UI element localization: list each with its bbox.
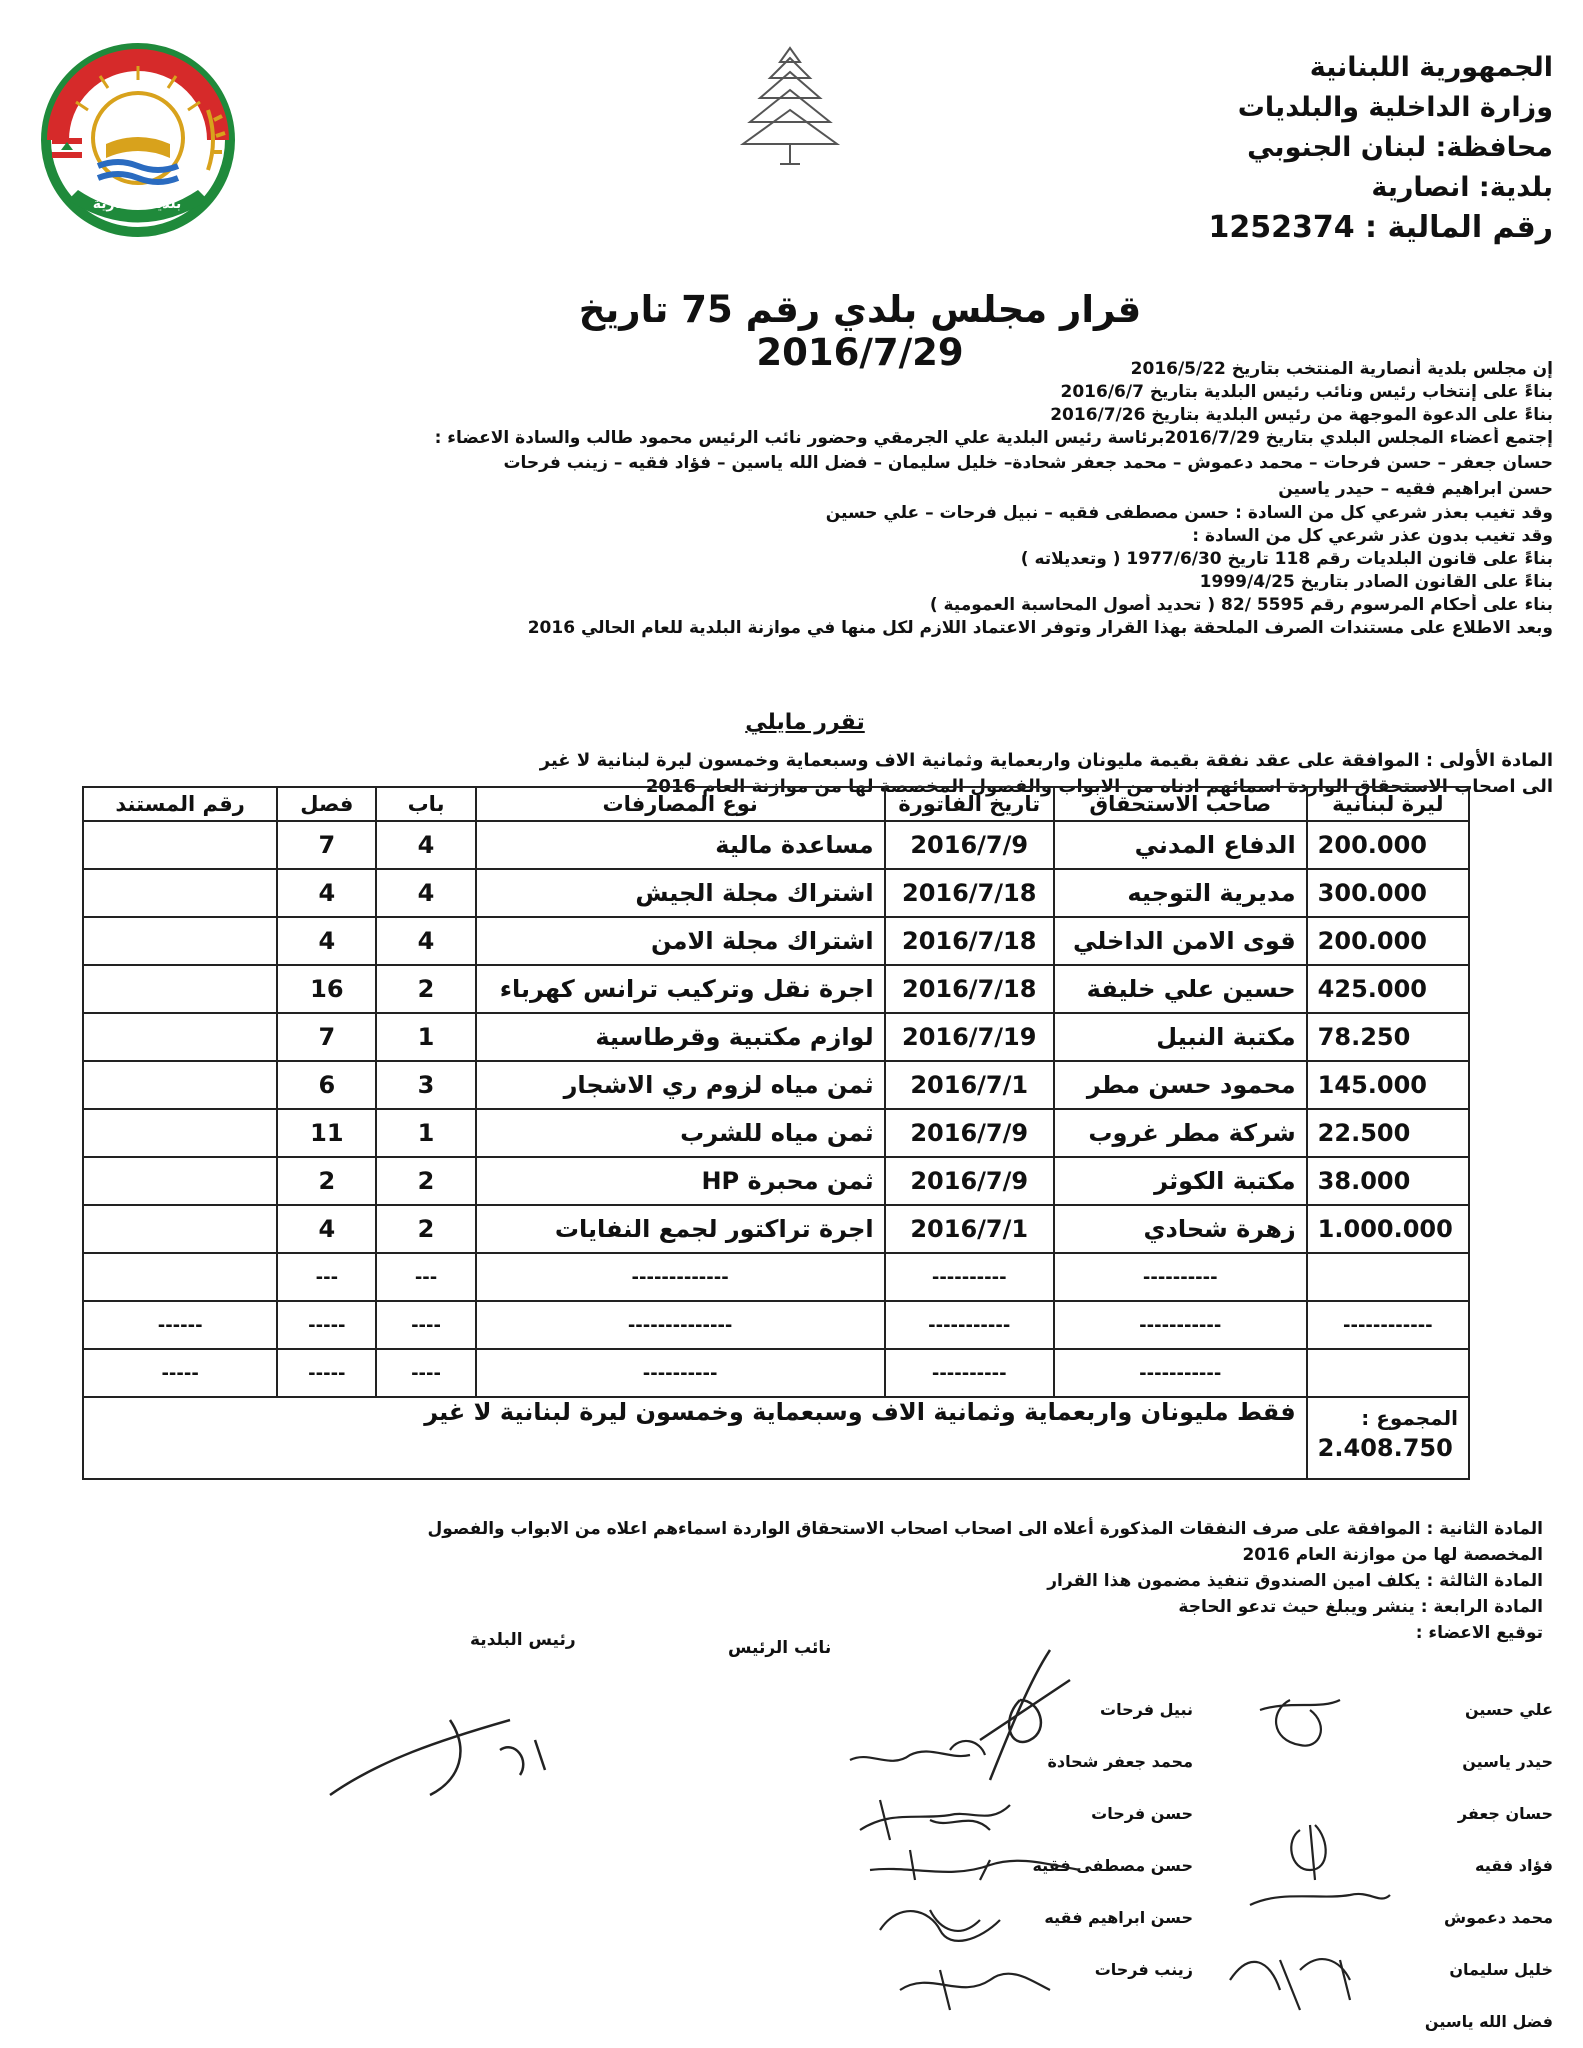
table-cell: 2016/7/9 [885, 1109, 1054, 1157]
table-row [83, 1349, 1469, 1397]
table-row [83, 821, 1469, 869]
country-name: الجمهورية اللبنانية [1309, 52, 1553, 83]
table-cell: ----------- [1054, 1301, 1307, 1349]
intro-line: حسن ابراهيم فقيه – حيدر ياسين [1278, 479, 1553, 499]
table-cell: ----- [277, 1349, 376, 1397]
table-row [83, 1301, 1469, 1349]
table-row [83, 1205, 1469, 1253]
table-cell: 22.500 [1307, 1109, 1469, 1157]
table-cell [83, 1253, 277, 1301]
table-cell: 7 [277, 1013, 376, 1061]
table-cell: ---------- [885, 1349, 1054, 1397]
member-signatures-right [1190, 1680, 1420, 2040]
table-cell: 2016/7/19 [885, 1013, 1054, 1061]
table-cell: 7 [277, 821, 376, 869]
table-cell: ---------- [476, 1349, 885, 1397]
table-cell: 4 [376, 821, 475, 869]
table-cell [1307, 1349, 1469, 1397]
financial-number: رقم المالية : 1252374 [1208, 210, 1553, 245]
table-cell: حسين علي خليفة [1054, 965, 1307, 1013]
total-row [83, 1397, 1469, 1479]
table-cell: 3 [376, 1061, 475, 1109]
table-cell [1307, 1253, 1469, 1301]
member-name: علي حسين [1465, 1700, 1553, 1719]
table-cell: مديرية التوجيه [1054, 869, 1307, 917]
article-line: المخصصة لها من موازنة العام 2016 [1242, 1545, 1543, 1565]
logo-text: بلدية انصارية [92, 196, 182, 212]
table-cell: 2 [376, 1157, 475, 1205]
member-name: نبيل فرحات [1100, 1700, 1193, 1719]
municipality-logo-icon [28, 40, 248, 250]
article-line: الى اصحاب الاستحقاق الواردة اسمائهم ادناه من الابواب والفصول المخصصة لها من موازنة العام 2016 [645, 776, 1553, 797]
intro-line: إن مجلس بلدية أنصارية المنتخب بتاريخ 2016/5/22 [1130, 359, 1553, 379]
table-cell [83, 821, 277, 869]
table-row [83, 1013, 1469, 1061]
table-cell: 16 [277, 965, 376, 1013]
total-value: 2.408.750 [1317, 1434, 1453, 1462]
total-in-words: فقط مليونان واربعماية وثمانية الاف وسبعماية وخمسون ليرة لبنانية لا غير [83, 1397, 1307, 1479]
intro-line: وقد تغيب بعذر شرعي كل من السادة : حسن مصطفى فقيه – نبيل فرحات – علي حسين [825, 503, 1553, 523]
column-header: باب [376, 787, 475, 821]
table-cell: ثمن مياه للشرب [476, 1109, 885, 1157]
table-header-row [83, 787, 1469, 821]
table-cell: ---- [376, 1349, 475, 1397]
president-signature [320, 1700, 580, 1820]
column-header: رقم المستند [83, 787, 277, 821]
decision-heading: تقرر مايلي [745, 710, 865, 735]
intro-block [263, 358, 1553, 640]
page-title: قرار مجلس بلدي رقم 75 تاريخ 2016/7/29 [578, 288, 1142, 374]
cedar-emblem-icon [735, 40, 845, 170]
table-cell [83, 1157, 277, 1205]
intro-line: بناء على أحكام المرسوم رقم 5595 /82 ( تحديد أصول المحاسبة العمومية ) [929, 595, 1553, 615]
table-row [83, 1061, 1469, 1109]
articles-block [263, 1516, 1543, 1646]
table-cell: 2016/7/9 [885, 821, 1054, 869]
governorate-name: محافظة: لبنان الجنوبي [1247, 132, 1553, 163]
member-name: حسن فرحات [1091, 1804, 1193, 1823]
table-cell: 2 [277, 1157, 376, 1205]
table-cell: 4 [376, 917, 475, 965]
article-line: المادة الأولى : الموافقة على عقد نفقة بقيمة مليونان واربعماية وثمانية الاف وسبعماية وخمسون ليرة لبنانية لا غير [539, 750, 1553, 771]
table-cell: اشتراك مجلة الجيش [476, 869, 885, 917]
table-row [83, 1109, 1469, 1157]
member-signatures-middle [840, 1720, 1160, 2040]
intro-line: بناءً على القانون الصادر بتاريخ 1999/4/25 [1199, 572, 1553, 592]
intro-line: بناءً على الدعوة الموجهة من رئيس البلدية بتاريخ 2016/7/26 [1050, 405, 1553, 425]
table-cell: زهرة شحادي [1054, 1205, 1307, 1253]
table-cell [83, 1205, 277, 1253]
table-row [83, 869, 1469, 917]
table-cell: اجرة نقل وتركيب ترانس كهرباء [476, 965, 885, 1013]
table-cell: 2016/7/18 [885, 965, 1054, 1013]
table-cell: 4 [277, 917, 376, 965]
ministry-name: وزارة الداخلية والبلديات [1237, 92, 1553, 123]
intro-line: حسان جعفر – حسن فرحات – محمد دعموش – محمد جعفر شحادة– خليل سليمان – فضل الله ياسين – فؤاد فقيه – زينب فرحات [503, 453, 1553, 473]
table-cell: 2016/7/18 [885, 869, 1054, 917]
table-cell: 4 [277, 869, 376, 917]
table-cell: الدفاع المدني [1054, 821, 1307, 869]
intro-line: وبعد الاطلاع على مستندات الصرف الملحقة بهذا القرار وتوفر الاعتماد اللازم لكل منها في موازنة البلدية للعام الحالي 2016 [527, 618, 1553, 638]
table-cell: 2 [376, 1205, 475, 1253]
table-cell: 38.000 [1307, 1157, 1469, 1205]
table-cell: --- [277, 1253, 376, 1301]
member-name: خليل سليمان [1449, 1960, 1553, 1979]
table-row [83, 1157, 1469, 1205]
member-name: حسن مصطفى فقيه [1032, 1856, 1193, 1875]
table-cell: مكتبة النبيل [1054, 1013, 1307, 1061]
expenses-table [82, 786, 1470, 1480]
table-cell: اجرة تراكتور لجمع النفايات [476, 1205, 885, 1253]
table-cell: 145.000 [1307, 1061, 1469, 1109]
letterhead [1033, 48, 1553, 248]
column-header: ليرة لبنانية [1307, 787, 1469, 821]
table-cell [83, 869, 277, 917]
president-title: رئيس البلدية [470, 1630, 576, 1650]
table-cell: شركة مطر غروب [1054, 1109, 1307, 1157]
article-line: المادة الرابعة : ينشر ويبلغ حيث تدعو الحاجة [1178, 1597, 1543, 1617]
table-cell: 1 [376, 1109, 475, 1157]
table-cell: 11 [277, 1109, 376, 1157]
table-cell: قوى الامن الداخلي [1054, 917, 1307, 965]
table-cell: 2016/7/18 [885, 917, 1054, 965]
table-cell: ------------ [1307, 1301, 1469, 1349]
member-name: فضل الله ياسين [1424, 2012, 1553, 2031]
table-cell: ثمن محبرة HP [476, 1157, 885, 1205]
table-cell: ----- [83, 1349, 277, 1397]
article-line: المادة الثالثة : يكلف امين الصندوق تنفيذ مضمون هذا القرار [1047, 1571, 1543, 1591]
table-cell: 2016/7/1 [885, 1205, 1054, 1253]
table-cell: لوازم مكتبية وقرطاسية [476, 1013, 885, 1061]
table-row [83, 917, 1469, 965]
table-cell: 78.250 [1307, 1013, 1469, 1061]
table-cell: ----------- [885, 1301, 1054, 1349]
table-cell: ------------- [476, 1253, 885, 1301]
member-name: حسن ابراهيم فقيه [1044, 1908, 1193, 1927]
table-cell: 1.000.000 [1307, 1205, 1469, 1253]
table-cell [83, 917, 277, 965]
table-cell: ثمن مياه لزوم ري الاشجار [476, 1061, 885, 1109]
table-cell: ------ [83, 1301, 277, 1349]
table-cell: ----- [277, 1301, 376, 1349]
table-cell: ---------- [1054, 1253, 1307, 1301]
table-cell: 425.000 [1307, 965, 1469, 1013]
intro-line: إجتمع أعضاء المجلس البلدي بتاريخ 2016/7/29برئاسة رئيس البلدية علي الجرمقي وحضور نائب الرئيس محمود طالب والسادة الاعضاء : [434, 428, 1553, 448]
total-cell [1307, 1397, 1469, 1479]
total-label: المجموع : [1361, 1406, 1458, 1430]
member-name: فؤاد فقيه [1475, 1856, 1553, 1875]
member-name: زينب فرحات [1094, 1960, 1193, 1979]
member-name: محمد جعفر شحادة [1047, 1752, 1193, 1771]
article-line: المادة الثانية : الموافقة على صرف النفقات المذكورة أعلاه الى اصحاب اصحاب الاستحقاق الواردة اسماءهم اعلاه من الابواب والفصول [427, 1519, 1543, 1539]
table-cell: 1 [376, 1013, 475, 1061]
table-cell: -------------- [476, 1301, 885, 1349]
table-cell: 4 [277, 1205, 376, 1253]
member-name: محمد دعموش [1444, 1908, 1553, 1927]
table-cell: اشتراك مجلة الامن [476, 917, 885, 965]
intro-line: وقد تغيب بدون عذر شرعي كل من السادة : [1192, 526, 1553, 546]
column-header: فصل [277, 787, 376, 821]
table-cell: 200.000 [1307, 821, 1469, 869]
table-cell: 300.000 [1307, 869, 1469, 917]
table-cell: ---------- [885, 1253, 1054, 1301]
municipality-name: بلدية: انصارية [1371, 172, 1553, 203]
table-cell: مساعدة مالية [476, 821, 885, 869]
table-cell: ---- [376, 1301, 475, 1349]
table-cell: ----------- [1054, 1349, 1307, 1397]
table-cell: 2 [376, 965, 475, 1013]
intro-line: بناءً على إنتخاب رئيس ونائب رئيس البلدية بتاريخ 2016/6/7 [1060, 382, 1553, 402]
table-cell: 4 [376, 869, 475, 917]
vice-president-title: نائب الرئيس [728, 1638, 832, 1658]
article-line: توقيع الاعضاء : [1415, 1623, 1543, 1643]
table-cell: محمود حسن مطر [1054, 1061, 1307, 1109]
table-cell [83, 1061, 277, 1109]
member-name: حيدر ياسين [1462, 1752, 1553, 1771]
table-cell: 2016/7/9 [885, 1157, 1054, 1205]
table-row [83, 1253, 1469, 1301]
table-cell: 2016/7/1 [885, 1061, 1054, 1109]
column-header: نوع المصارفات [476, 787, 885, 821]
column-header: صاحب الاستحقاق [1054, 787, 1307, 821]
member-name: حسان جعفر [1457, 1804, 1553, 1823]
table-cell [83, 1013, 277, 1061]
table-cell [83, 965, 277, 1013]
table-cell: --- [376, 1253, 475, 1301]
intro-line: بناءً على قانون البلديات رقم 118 تاريخ 1977/6/30 ( وتعديلاته ) [1020, 549, 1553, 569]
table-cell: مكتبة الكوثر [1054, 1157, 1307, 1205]
table-row [83, 965, 1469, 1013]
table-cell [83, 1109, 277, 1157]
table-cell: 200.000 [1307, 917, 1469, 965]
column-header: تاريخ الفاتورة [885, 787, 1054, 821]
table-cell: 6 [277, 1061, 376, 1109]
